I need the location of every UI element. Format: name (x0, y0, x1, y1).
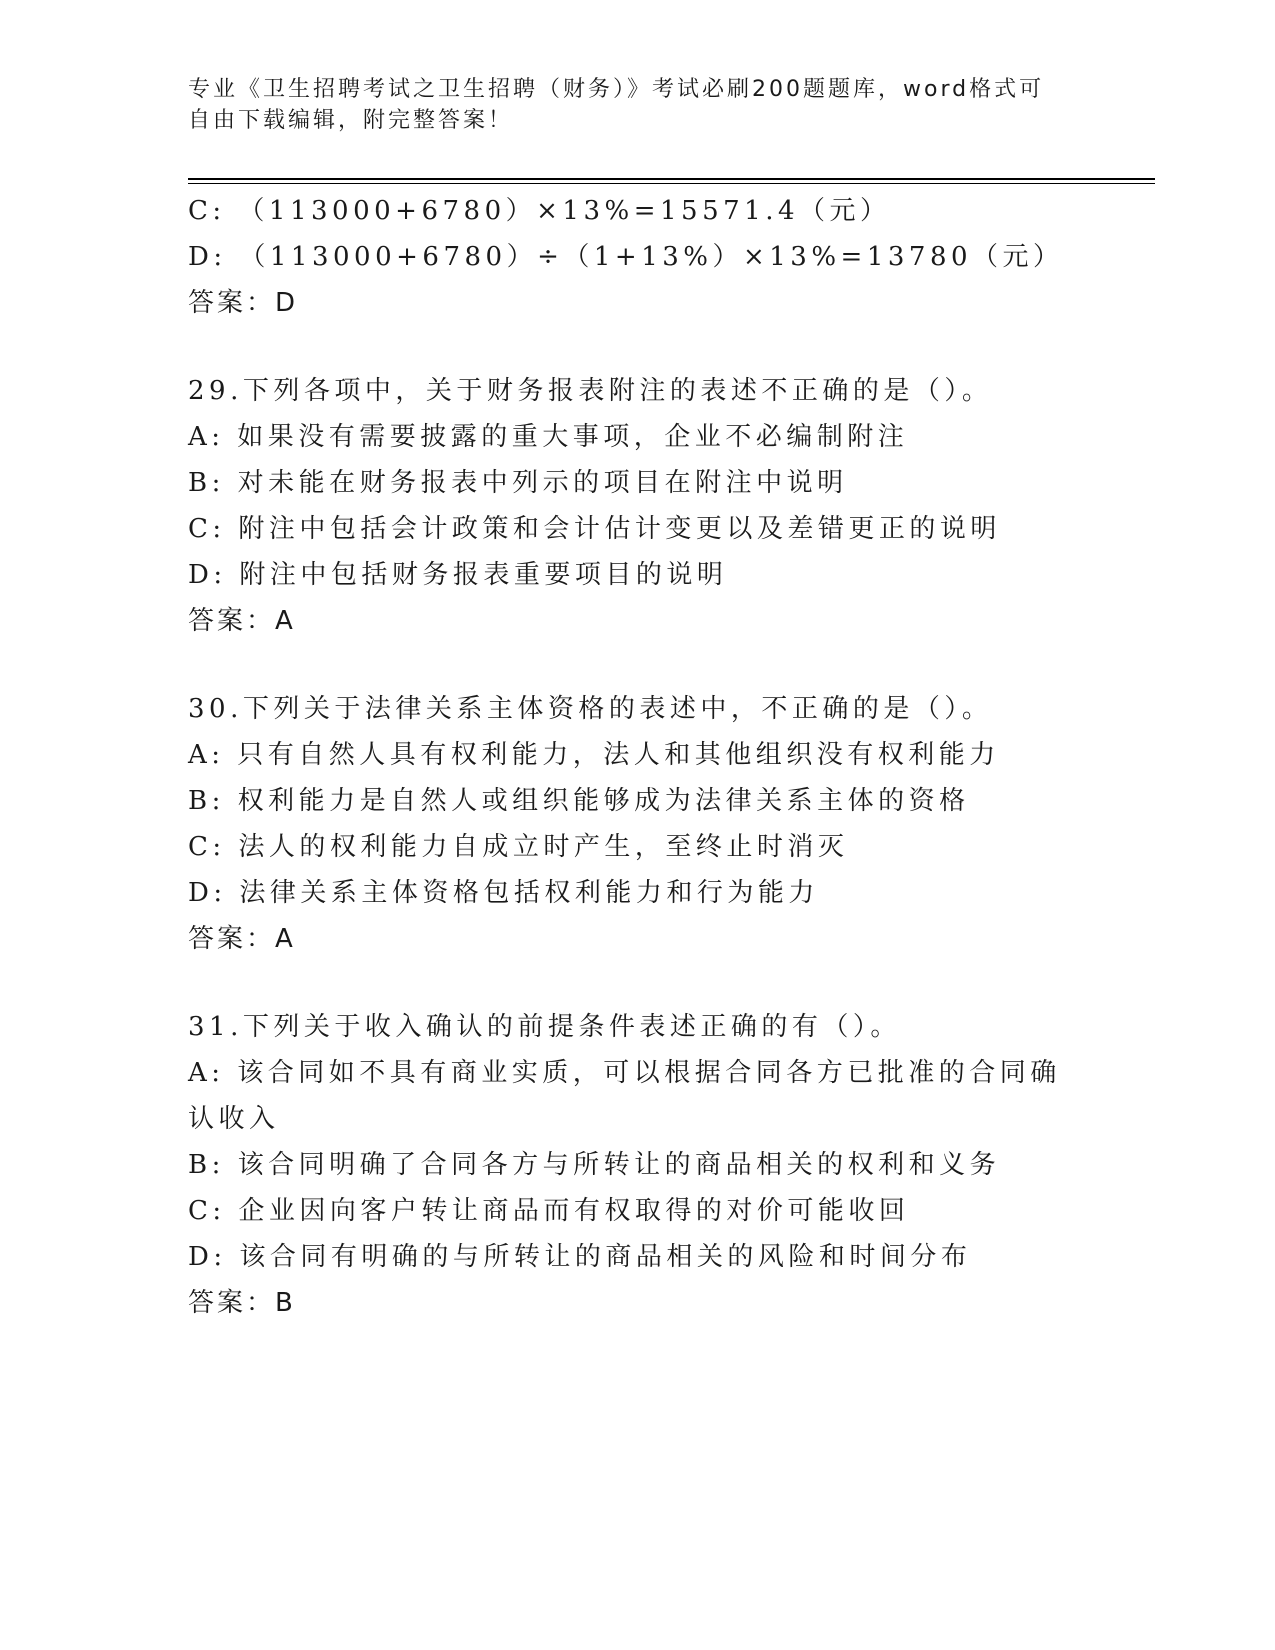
header-divider-thick (188, 178, 1155, 180)
option-a: A: 只有自然人具有权利能力，法人和其他组织没有权利能力 (188, 740, 1000, 770)
page-header: 专业《卫生招聘考试之卫生招聘（财务）》考试必刷200题题库，word格式可自由下载编辑，附完整答案！ (188, 77, 1045, 133)
question-29 (188, 368, 1088, 644)
option-b: B: 对未能在财务报表中列示的项目在附注中说明 (188, 468, 848, 498)
option-d: D: 该合同有明确的与所转让的商品相关的风险和时间分布 (188, 1242, 972, 1272)
question-30 (188, 686, 1088, 962)
option-c: C: 法人的权利能力自成立时产生，至终止时消灭 (188, 832, 849, 862)
question-31 (188, 1004, 1088, 1326)
option-d: D: 附注中包括财务报表重要项目的说明 (188, 560, 728, 590)
option-a: A: 如果没有需要披露的重大事项，企业不必编制附注 (188, 422, 909, 452)
answer-line: 答案：B (188, 1288, 296, 1318)
header-divider-thin (188, 183, 1155, 184)
question-stem: 31.下列关于收入确认的前提条件表述正确的有（）。 (188, 1012, 901, 1042)
option-c: C: 企业因向客户转让商品而有权取得的对价可能收回 (188, 1196, 910, 1226)
answer-line: 答案：D (188, 288, 299, 318)
option-b: B: 权利能力是自然人或组织能够成为法律关系主体的资格 (188, 786, 970, 816)
question-stem: 29.下列各项中，关于财务报表附注的表述不正确的是（）。 (188, 376, 993, 406)
option-c: C: 附注中包括会计政策和会计估计变更以及差错更正的说明 (188, 514, 1001, 544)
answer-line: 答案：A (188, 606, 296, 636)
option-d: D: 法律关系主体资格包括权利能力和行为能力 (188, 878, 819, 908)
option-c: C: （113000+6780）×13%=15571.4（元） (188, 196, 891, 226)
spacer (188, 326, 1088, 368)
spacer (188, 962, 1088, 1004)
question-stem: 30.下列关于法律关系主体资格的表述中，不正确的是（）。 (188, 694, 993, 724)
option-a: A: 该合同如不具有商业实质，可以根据合同各方已批准的合同确认收入 (188, 1058, 1061, 1134)
previous-question-tail (188, 188, 1088, 326)
answer-line: 答案：A (188, 924, 296, 954)
document-body (188, 188, 1088, 1326)
option-b: B: 该合同明确了合同各方与所转让的商品相关的权利和义务 (188, 1150, 1001, 1180)
option-d: D: （113000+6780）÷（1+13%）×13%=13780（元） (188, 242, 1064, 272)
spacer (188, 644, 1088, 686)
